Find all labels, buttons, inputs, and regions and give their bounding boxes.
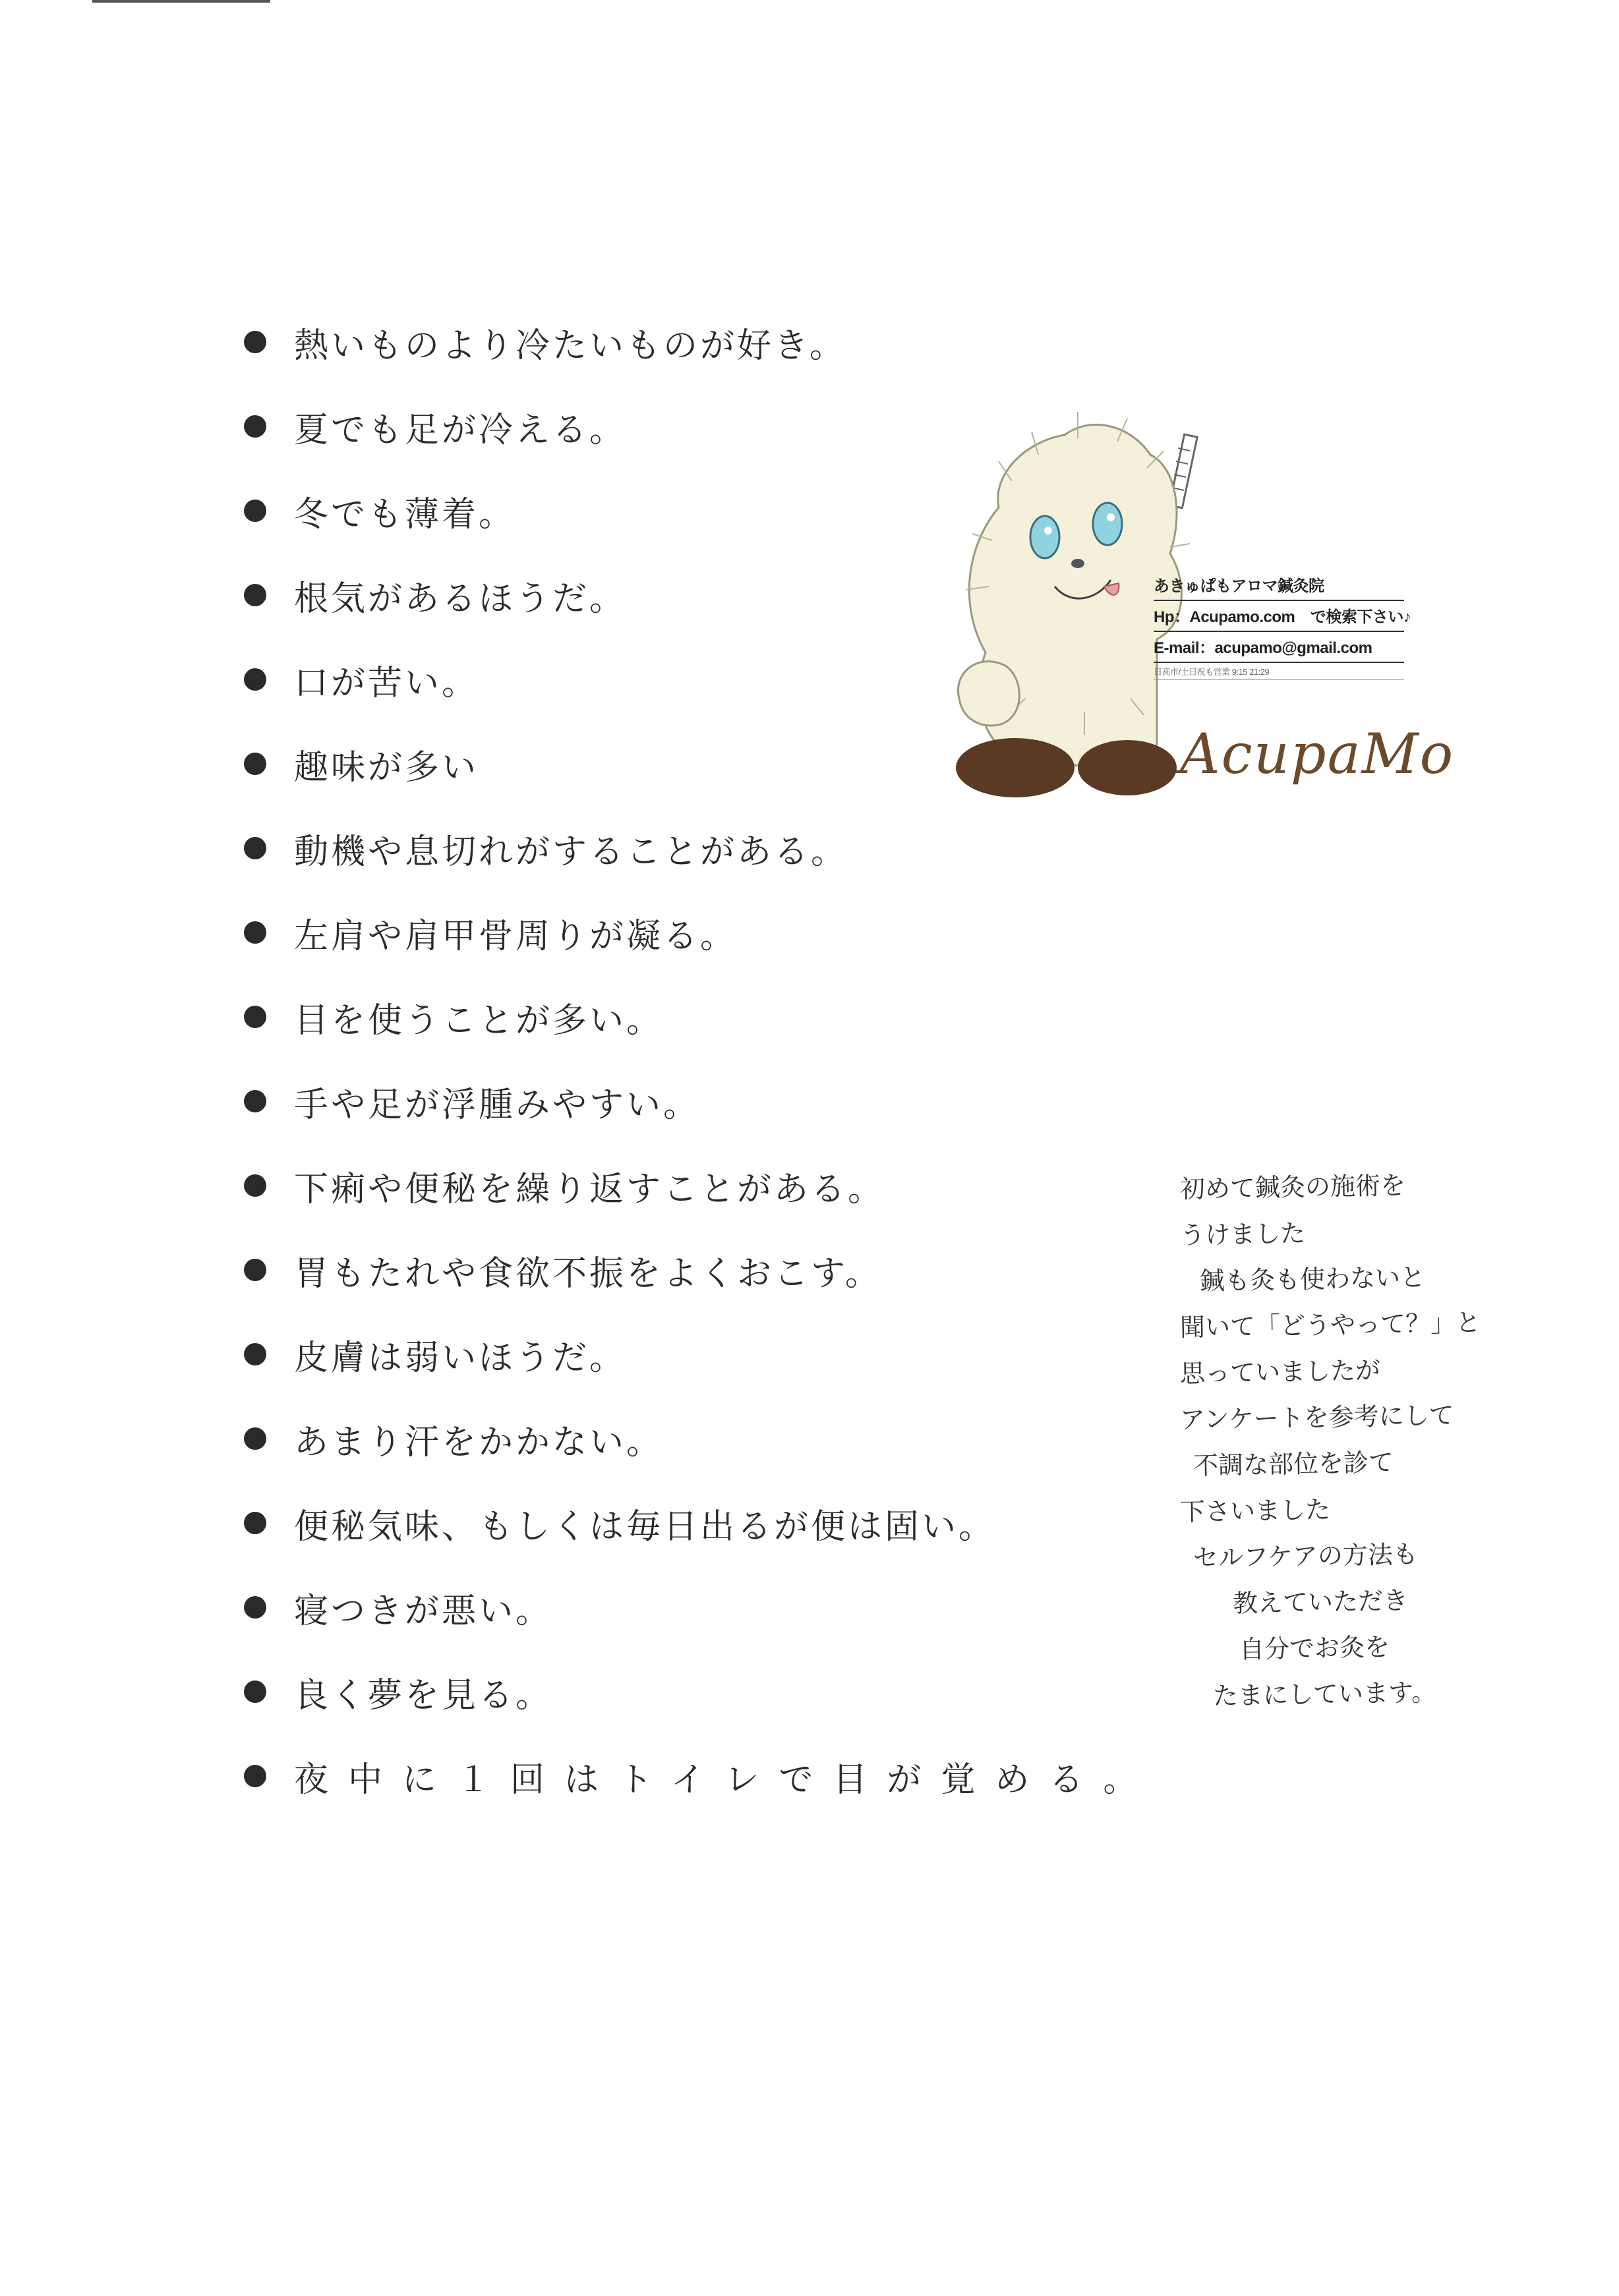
note-line: 思っていましたが <box>1179 1356 1381 1389</box>
checklist-item <box>244 1059 1157 1143</box>
checklist-item-text: 手や足が浮腫みやすい。 <box>294 1085 701 1125</box>
note-line: 教えていただき <box>1232 1586 1409 1619</box>
note-line: 聞いて「どうやって？」と <box>1179 1307 1481 1342</box>
checklist-item-text: 冬でも薄着。 <box>294 494 516 534</box>
checklist-item <box>244 1734 1157 1818</box>
bullet-icon <box>244 500 266 522</box>
handwritten-note <box>1180 1163 1523 1717</box>
note-line: アンケートを参考にして <box>1179 1400 1455 1435</box>
note-line: 鍼も灸も使わないと <box>1199 1263 1426 1296</box>
bullet-icon <box>244 1343 266 1365</box>
note-line: 自分でお灸を <box>1239 1632 1390 1664</box>
bullet-icon <box>244 921 266 944</box>
bullet-icon <box>244 1090 266 1112</box>
checklist-item-text: 下痢や便秘を繰り返すことがある。 <box>294 1169 885 1209</box>
checklist-item-text: 根気があるほうだ。 <box>294 579 627 619</box>
checklist-item-text: あまり汗をかかない。 <box>294 1422 664 1462</box>
bullet-icon <box>244 1680 266 1703</box>
checklist-item-text: 目を使うことが多い。 <box>294 1000 664 1041</box>
checklist-item <box>244 890 1157 975</box>
note-line: 下さいました <box>1179 1495 1331 1527</box>
bullet-icon <box>244 1596 266 1619</box>
checklist-item-text: 良く夢を見る。 <box>294 1675 553 1715</box>
checklist-item-text: 便秘気味、もしくは毎日出るが便は固い。 <box>294 1507 996 1547</box>
checklist-item <box>244 1481 1157 1565</box>
checklist-item-text: 夏でも足が冷える。 <box>294 410 627 450</box>
checklist-item <box>244 1396 1157 1481</box>
checklist-item-text: 動機や息切れがすることがある。 <box>294 832 848 872</box>
clinic-fine-print: 日高市/土日祝も営業 9:15 21:29 <box>1154 663 1404 680</box>
bullet-icon <box>244 1006 266 1028</box>
note-line: 不調な部位を診て <box>1192 1447 1394 1481</box>
checklist-item <box>244 300 1157 384</box>
checklist-item-text: 熱いものより冷たいものが好き。 <box>294 326 846 366</box>
bullet-icon <box>244 1512 266 1534</box>
bullet-icon <box>244 331 266 353</box>
bullet-icon <box>244 415 266 438</box>
clinic-email: E-mail：acupamo@gmail.com <box>1154 632 1404 663</box>
checklist-item-text: 左肩や肩甲骨周りが凝る。 <box>294 916 738 956</box>
bullet-icon <box>244 584 266 606</box>
note-line: 初めて鍼灸の施術を <box>1179 1170 1406 1204</box>
scan-edge-mark <box>92 0 270 3</box>
checklist-item-text: 夜中に１回はトイレで目が覚める。 <box>294 1760 1158 1800</box>
checklist-item <box>244 975 1157 1059</box>
checklist-item-text: 寝つきが悪い。 <box>294 1591 553 1631</box>
clinic-stamp <box>1154 570 1411 680</box>
checklist-item <box>244 1565 1157 1650</box>
bullet-icon <box>244 1174 266 1197</box>
bullet-icon <box>244 668 266 691</box>
checklist-item-text: 皮膚は弱いほうだ。 <box>294 1338 627 1378</box>
checklist-item-text: 趣味が多い <box>294 747 479 788</box>
bullet-icon <box>244 1427 266 1450</box>
note-line: たまにしています。 <box>1212 1677 1437 1711</box>
bullet-icon <box>244 753 266 775</box>
bullet-icon <box>244 1259 266 1281</box>
checklist-item <box>244 1650 1157 1734</box>
checklist-item <box>244 1143 1157 1228</box>
checklist-item <box>244 1312 1157 1396</box>
bullet-icon <box>244 837 266 859</box>
checklist-item <box>244 1228 1157 1312</box>
bullet-icon <box>244 1765 266 1787</box>
clinic-homepage: Hp：Acupamo.com で検索下さい♪ <box>1154 601 1404 632</box>
note-line: セルフケアの方法も <box>1192 1539 1419 1573</box>
checklist-item <box>244 806 1157 890</box>
note-line: うけました <box>1179 1219 1306 1250</box>
checklist-item-text: 口が苦い。 <box>294 663 479 703</box>
clinic-logo: AcupaMo <box>1180 722 1455 786</box>
checklist-item-text: 胃もたれや食欲不振をよくおこす。 <box>294 1253 882 1294</box>
clinic-name: あきゅぱもアロマ鍼灸院 <box>1154 570 1404 601</box>
